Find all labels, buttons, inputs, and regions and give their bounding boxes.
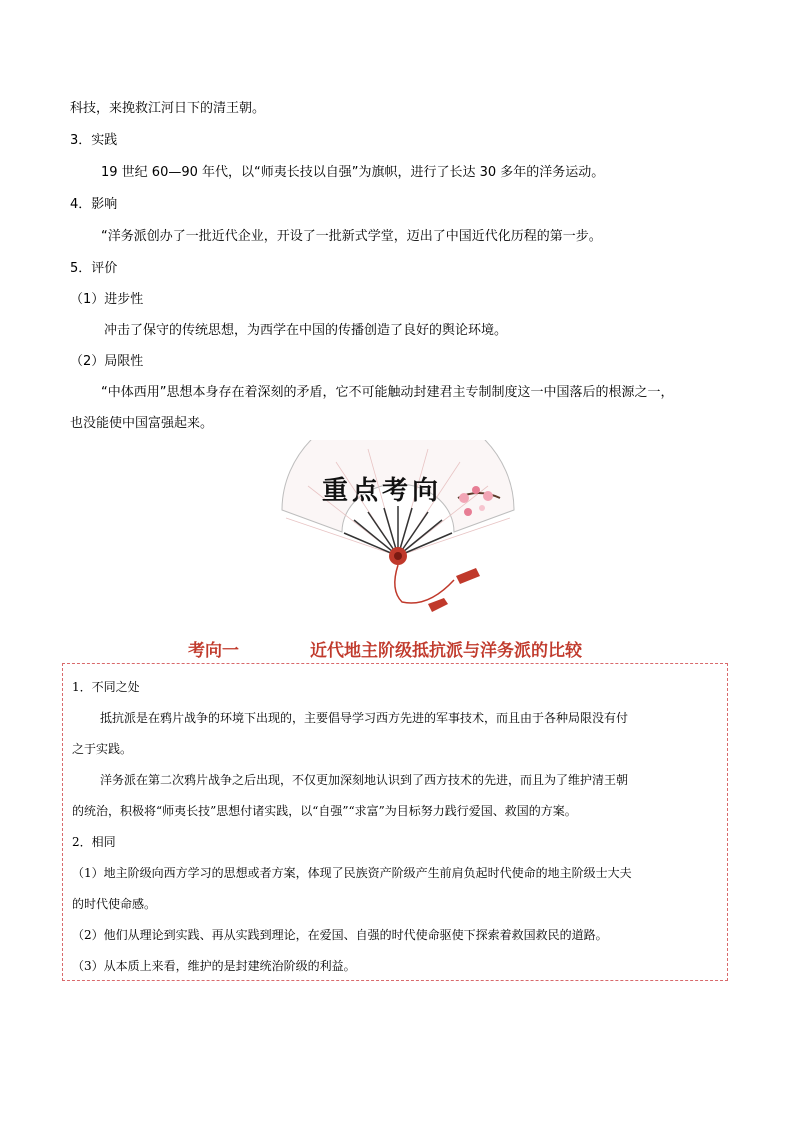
fan-illustration-icon (278, 440, 518, 620)
paragraph: 冲击了保守的传统思想，为西学在中国的传播创造了良好的舆论环境。 (104, 323, 508, 338)
banner-title: 重点考向 (322, 476, 443, 506)
box-section-heading: 1．不同之处 (72, 680, 140, 694)
topic-title: 近代地主阶级抵抗派与洋务派的比较 (310, 641, 582, 661)
paragraph: 也没能使中国富强起来。 (70, 416, 214, 431)
box-paragraph: （2）他们从理论到实践、再从实践到理论，在爱国、自强的时代使命驱使下探索着救国救民的道路。 (72, 928, 608, 942)
box-section-heading: 2．相同 (72, 835, 116, 849)
subsection-heading: （1）进步性 (70, 292, 144, 307)
paragraph: “洋务派创办了一批近代企业，开设了一批新式学堂，迈出了中国近代化历程的第一步。 (101, 229, 602, 244)
intro-line: 科技，来挽救江河日下的清王朝。 (70, 101, 266, 116)
paragraph: “中体西用”思想本身存在着深刻的矛盾，它不可能触动封建君主专制制度这一中国落后的根源之一， (101, 385, 674, 400)
box-paragraph: （3）从本质上来看，维护的是封建统治阶级的利益。 (72, 959, 356, 973)
section-heading: 4．影响 (70, 197, 118, 212)
box-paragraph: （1）地主阶级向西方学习的思想或者方案，体现了民族资产阶级产生前肩负起时代使命的地主阶级士大夫 (72, 866, 632, 880)
box-paragraph: 洋务派在第二次鸦片战争之后出现，不仅更加深刻地认识到了西方技术的先进，而且为了维护清王朝 (100, 773, 629, 787)
box-paragraph: 的统治，积极将“师夷长技”思想付诸实践，以“自强”“求富”为目标努力践行爱国、救国的方案。 (72, 804, 577, 818)
box-paragraph: 的时代使命感。 (72, 897, 157, 911)
section-heading: 5．评价 (70, 261, 118, 276)
section-heading: 3．实践 (70, 133, 118, 148)
fan-banner (278, 440, 518, 620)
box-paragraph: 之于实践。 (72, 742, 133, 756)
box-paragraph: 抵抗派是在鸦片战争的环境下出现的，主要倡导学习西方先进的军事技术，而且由于各种局限没有付 (100, 711, 629, 725)
topic-label: 考向一 (188, 641, 239, 661)
paragraph: 19 世纪 60—90 年代，以“师夷长技以自强”为旗帜，进行了长达 30 多年的洋务运动。 (101, 165, 605, 180)
subsection-heading: （2）局限性 (70, 354, 144, 369)
